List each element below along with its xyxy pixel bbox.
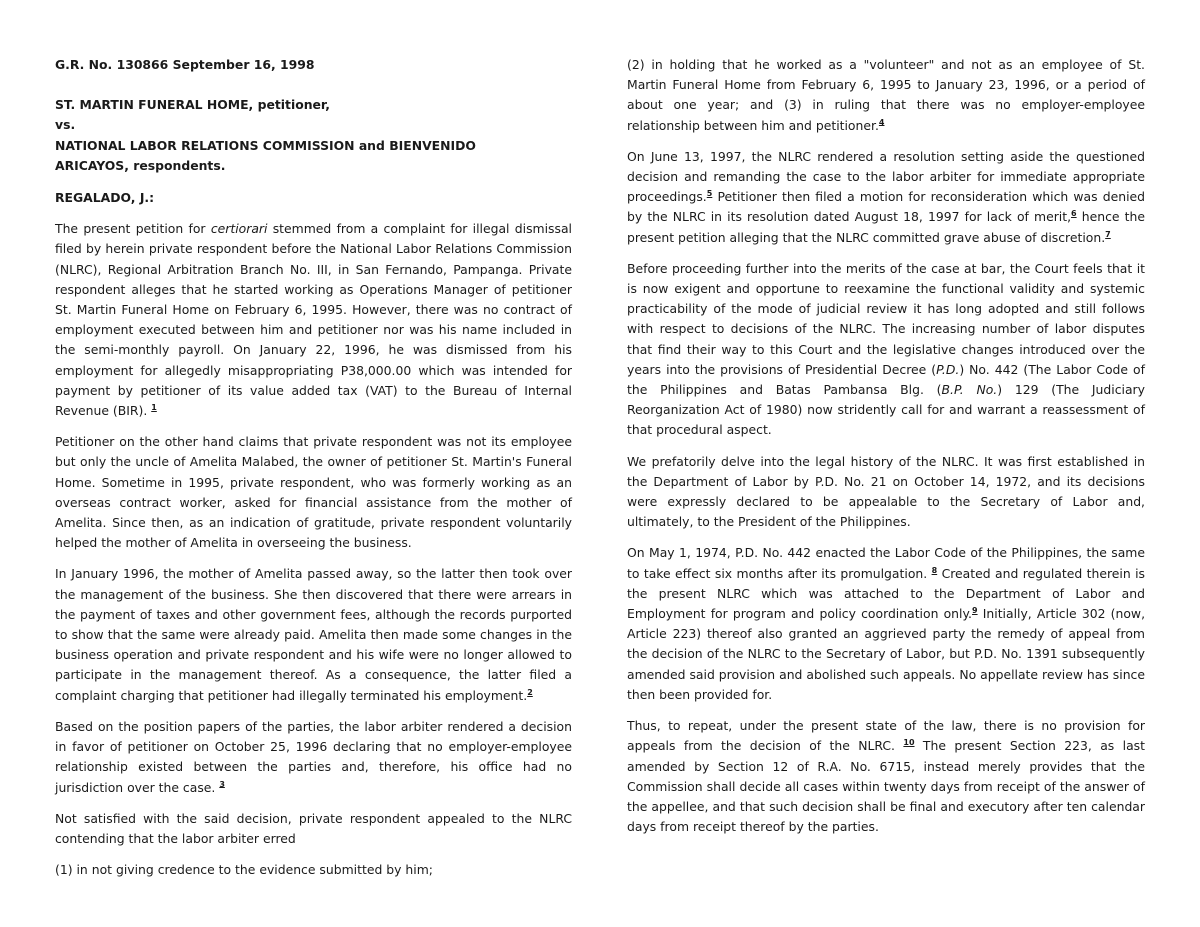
right-column xyxy=(627,55,1145,848)
respondents-line-1: NATIONAL LABOR RELATIONS COMMISSION and BIENVENIDO xyxy=(55,137,476,153)
paragraph-errors-2-3: (2) in holding that he worked as a "volunteer" and not as an employee of St. Martin Funeral Home from February 6, 1995 to January 23, 1996, or a period of about one year; and (3) in ruling that there was no employer-employee relationship between him and petitioner.$^4$ xyxy=(627,57,1145,133)
respondents-line-2: ARICAYOS, respondents. xyxy=(55,157,226,173)
ponente: REGALADO, J.: xyxy=(55,190,155,206)
footnote-1-link[interactable]: 1 xyxy=(151,402,157,412)
paragraph-management: In January 1996, the mother of Amelita passed away, so the latter then took over the management of the business. She then discovered that there were arrears in the payment of taxes and other government fees, although the records purported to show that the same were already paid. Amelita then made some changes in the business operation and private respondent and his wife were no longer allowed to participate in the management thereof. As a consequence, the latter filed a complaint charging that petitioner had illegally terminated his employment.$^2$ xyxy=(55,566,572,703)
footnote-5-link[interactable]: 5 xyxy=(706,189,713,199)
paragraph-complaint: The present petition for certiorari stemmed from a complaint for illegal dismissal filed by herein private respondent before the National Labor Relations Commission (NLRC), Regional Arbitration Branch No. III, in San Fernando, Pampanga. Private respondent alleges that he started working as Operations Manager of petitioner St. Martin Funeral Home on February 6, 1995. However, there was no contract of employment executed between him and petitioner nor was his name included in the semi-monthly payroll. On January 22, 1996, he was dismissed from his employment for allegedly misappropriating P38,000.00 which was intended for payment by petitioner of its value added tax (VAT) to the Bureau of Internal Revenue (BIR). $^1$ xyxy=(55,221,572,419)
paragraph-labor-code: On May 1, 1974, P.D. No. 442 enacted the Labor Code of the Philippines, the same to take effect six months after its promulgation. $^8$ Created and regulated therein is the present NLRC which was attached to the Department of Labor and Employment for program and policy coordination only.$^9$ Initially, Article 302 (now, Article 223) thereof also granted an aggrieved party the remedy of appeal from the decision of the NLRC to the Secretary of Labor, but P.D. No. 1391 subsequently amended said provision and abolished such appeals. No appellate review has since then been provided for. xyxy=(627,545,1146,702)
footnote-9-link[interactable]: 9 xyxy=(972,605,978,615)
paragraph-judicial-review: Before proceeding further into the merits of the case at bar, the Court feels that it is now exigent and opportune to reexamine the functional validity and systemic practicability of the mode of judicial review it has long adopted and still follows with respect to decisions of the NLRC. The increasing number of labor disputes that find their way to this Court and the legislative changes introduced over the years into the provisions of Presidential Decree (P.D.) No. 442 (The Labor Code of the Philippines and Batas Pambansa Blg. (B.P. No.) 129 (The Judiciary Reorganization Act of 1980) now stridently call for and warrant a reassessment of that procedural aspect. xyxy=(627,260,1145,438)
footnote-8-link[interactable]: 8 xyxy=(931,565,938,575)
footnote-4-link[interactable]: 4 xyxy=(878,117,885,127)
paragraph-appeal: Not satisfied with the said decision, private respondent appealed to the NLRC contending that the labor arbiter erred xyxy=(55,810,572,846)
paragraph-labor-arbiter: Based on the position papers of the parties, the labor arbiter rendered a decision in favor of petitioner on October 25, 1996 declaring that no employer-employee relationship existed between the parties and, therefore, his office had no jurisdiction over the case. $^3$ xyxy=(55,718,572,795)
paragraph-legal-history: We prefatorily delve into the legal history of the NLRC. It was first established in the Department of Labor by P.D. No. 21 on October 14, 1972, and its decisions were expressly declared to be appealable to the Secretary of Labor and, ultimately, to the President of the Philippines. xyxy=(627,453,1145,530)
footnote-7-link[interactable]: 7 xyxy=(1105,229,1111,239)
paragraph-nlrc-resolution: On June 13, 1997, the NLRC rendered a resolution setting aside the questioned decision and remanding the case to the labor arbiter for immediate appropriate proceedings.$^5$ Petitioner then filed a motion for reconsideration which was denied by the NLRC in its resolution dated August 18, 1997 for lack of merit,$^6$ hence the present petition alleging that the NLRC committed grave abuse of discretion.$^7$ xyxy=(627,148,1145,245)
footnote-2-link[interactable]: 2 xyxy=(527,687,533,697)
pd-abbrev: P.D. xyxy=(936,361,960,377)
footnote-6-link[interactable]: 6 xyxy=(1071,209,1077,219)
paragraph-no-appeal: Thus, to repeat, under the present state of the law, there is no provision for appeals from the decision of the NLRC. $^{10}$ The present Section 223, as last amended by Section 12 of R.A. No. 6715, instead merely provides that the Commission shall decide all cases within twenty days from receipt of the answer of the appellee, and that such decision shall be final and executory after ten calendar days from receipt thereof by the parties. xyxy=(627,718,1145,835)
footnote-3-link[interactable]: 3 xyxy=(219,779,225,789)
case-number: G.R. No. 130866 September 16, 1998 xyxy=(55,57,315,72)
left-column xyxy=(55,55,572,891)
paragraph-error-1: (1) in not giving credence to the evidence submitted by him; xyxy=(55,862,433,878)
petitioner-line: ST. MARTIN FUNERAL HOME, petitioner, xyxy=(55,97,330,113)
case-caption xyxy=(55,95,572,176)
footnote-10-link[interactable]: 10 xyxy=(903,738,915,748)
versus-line: vs. xyxy=(55,117,76,133)
paragraph-petitioner-claim: Petitioner on the other hand claims that private respondent was not its employee but only the uncle of Amelita Malabed, the owner of petitioner St. Martin's Funeral Home. Sometime in 1995, private respondent, who was formerly working as an overseas contract worker, asked for financial assistance from the mother of Amelita. Since then, as an indication of gratitude, private respondent voluntarily helped the mother of Amelita in overseeing the business. xyxy=(55,434,572,551)
bp-abbrev: B.P. No. xyxy=(941,382,998,398)
certiorari-term: certiorari xyxy=(210,221,268,237)
